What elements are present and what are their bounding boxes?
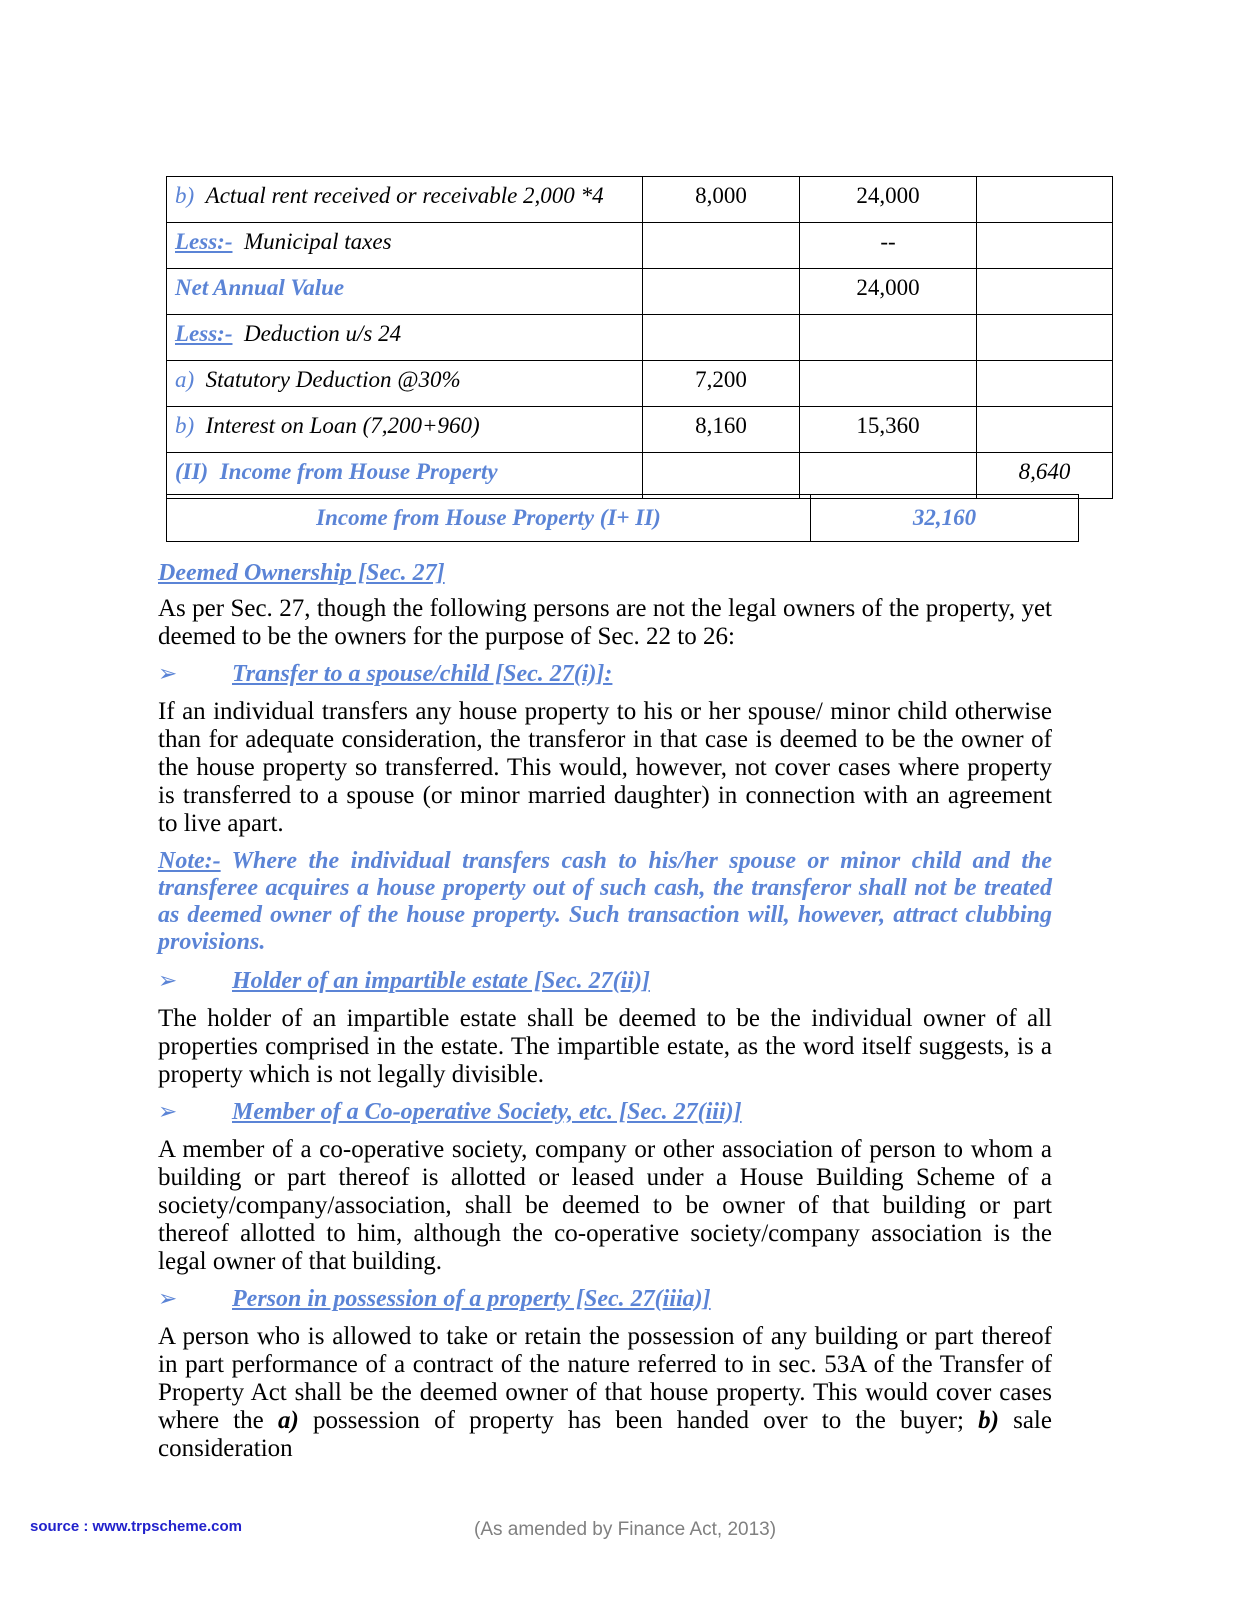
- bullet-title: Transfer to a spouse/child [Sec. 27(i)]:: [232, 661, 613, 687]
- row-amount-1: 7,200: [643, 361, 800, 407]
- row-amount-2: [800, 361, 977, 407]
- table-row: [167, 223, 1113, 269]
- row-label-text: Income from House Property: [219, 459, 498, 484]
- bullet-item-person-in-possession: [158, 1286, 1052, 1313]
- row-label-text: Net Annual Value: [175, 275, 345, 300]
- body-segment-1: A person who is allowed to take or retain the possession of any building or part thereof in part performance of a contract of the nature referred to in sec. 53A of the Transfer of Property Act shall be the deemed owner of that house property. This would cover cases where the: [158, 1322, 1052, 1434]
- row-label-prefix: a): [175, 367, 195, 392]
- row-label-text: Interest on Loan (7,200+960): [205, 413, 480, 438]
- table-row: [167, 453, 1113, 499]
- row-label-prefix: Less:-: [175, 321, 233, 346]
- bullet-title: Person in possession of a property [Sec. 27(iiia)]: [232, 1285, 711, 1312]
- body-segment-2: possession of property has been handed over to the buyer;: [298, 1406, 979, 1434]
- row-amount-3: 8,640: [977, 453, 1113, 499]
- bullet-body-impartible-estate: The holder of an impartible estate shall be deemed to be the individual owner of all properties comprised in the estate. The impartible estate, as the word itself suggests, is a property which is not legally divisible.: [158, 1004, 1052, 1088]
- total-income-table: [166, 494, 1079, 542]
- table-row: [167, 407, 1113, 453]
- row-particulars: [167, 453, 643, 499]
- bullet-body-cooperative-society: A member of a co-operative society, company or other association of person to whom a building or part thereof is allotted or leased under a House Building Scheme of a society/company/association, shall be deemed to be owner of that building or part thereof allotted to him, although the co-operative society/company association is the legal owner of that building.: [158, 1135, 1052, 1275]
- document-body: [158, 560, 1052, 1463]
- footer-amendment-note: (As amended by Finance Act, 2013): [474, 1519, 777, 1540]
- row-amount-1: 8,000: [643, 177, 800, 223]
- row-amount-3: [977, 361, 1113, 407]
- bullet-item-cooperative-society: [158, 1099, 1052, 1126]
- row-amount-1: [643, 453, 800, 499]
- row-amount-2: 24,000: [800, 269, 977, 315]
- row-label-text-line2: *4: [580, 183, 604, 208]
- arrow-bullet-icon: ➢: [158, 1285, 178, 1312]
- row-amount-3: [977, 407, 1113, 453]
- row-label-prefix: (II): [175, 459, 209, 484]
- row-label-text: Actual rent received or receivable 2,000: [205, 183, 575, 208]
- total-value: 32,160: [811, 495, 1079, 542]
- body-emphasis-b: b): [978, 1406, 999, 1434]
- house-property-calculation-table: [166, 176, 1113, 499]
- row-amount-3: [977, 269, 1113, 315]
- bullet-item-impartible-estate: [158, 968, 1052, 995]
- row-label-text: Statutory Deduction @30%: [205, 367, 461, 392]
- bullet-body-person-in-possession: [158, 1323, 1052, 1463]
- row-particulars: [167, 407, 643, 453]
- intro-paragraph: As per Sec. 27, though the following persons are not the legal owners of the property, yet deemed to be the owners for the purpose of Sec. 22 to 26:: [158, 595, 1052, 650]
- row-amount-1: [643, 315, 800, 361]
- row-amount-1: 8,160: [643, 407, 800, 453]
- row-label-prefix: Less:-: [175, 229, 233, 254]
- note-body: Where the individual transfers cash to his/her spouse or minor child and the transferee acquires a house property out of such cash, the transferor shall not be treated as deemed owner of the house property. Such transaction will, however, attract clubbing provisions.: [158, 848, 1052, 955]
- row-particulars: [167, 177, 643, 223]
- note-paragraph: [158, 848, 1052, 956]
- body-emphasis-a: a): [277, 1406, 299, 1434]
- body-segment-3: sale consideration: [158, 1406, 1052, 1462]
- row-label-prefix: b): [175, 413, 195, 438]
- row-particulars: [167, 361, 643, 407]
- table-row: [167, 315, 1113, 361]
- table-row: [167, 269, 1113, 315]
- note-label: Note:-: [158, 848, 221, 874]
- table-row: [167, 361, 1113, 407]
- table-row: [167, 177, 1113, 223]
- row-amount-2: [800, 453, 977, 499]
- arrow-bullet-icon: ➢: [158, 967, 178, 994]
- row-amount-2: 24,000: [800, 177, 977, 223]
- bullet-body-transfer-to-spouse: If an individual transfers any house property to his or her spouse/ minor child otherwise than for adequate consideration, the transferor in that case is deemed to be the owner of the house property so transferred. This would, however, not cover cases where property is transferred to a spouse (or minor married daughter) in connection with an agreement to live apart.: [158, 698, 1052, 837]
- arrow-bullet-icon: ➢: [158, 661, 178, 687]
- row-amount-1: [643, 223, 800, 269]
- row-amount-2: 15,360: [800, 407, 977, 453]
- row-label-text: Deduction u/s 24: [243, 321, 402, 346]
- arrow-bullet-icon: ➢: [158, 1098, 178, 1125]
- row-particulars: [167, 315, 643, 361]
- row-particulars: [167, 269, 643, 315]
- row-amount-2: --: [800, 223, 977, 269]
- bullet-title: Holder of an impartible estate [Sec. 27(ii)]: [232, 967, 650, 994]
- row-label-prefix: b): [175, 183, 195, 208]
- row-particulars: [167, 223, 643, 269]
- row-amount-2: [800, 315, 977, 361]
- row-amount-3: [977, 177, 1113, 223]
- bullet-title: Member of a Co-operative Society, etc. [Sec. 27(iii)]: [232, 1098, 742, 1125]
- row-amount-1: [643, 269, 800, 315]
- bullet-item-transfer-to-spouse: [158, 661, 1052, 688]
- row-label-text: Municipal taxes: [243, 229, 392, 254]
- section-heading-deemed-ownership: Deemed Ownership [Sec. 27]: [158, 560, 445, 586]
- row-amount-3: [977, 315, 1113, 361]
- row-amount-3: [977, 223, 1113, 269]
- table-row: [167, 495, 1079, 542]
- footer-source-link[interactable]: source : www.trpscheme.com: [30, 1518, 243, 1535]
- total-label: Income from House Property (I+ II): [167, 495, 811, 542]
